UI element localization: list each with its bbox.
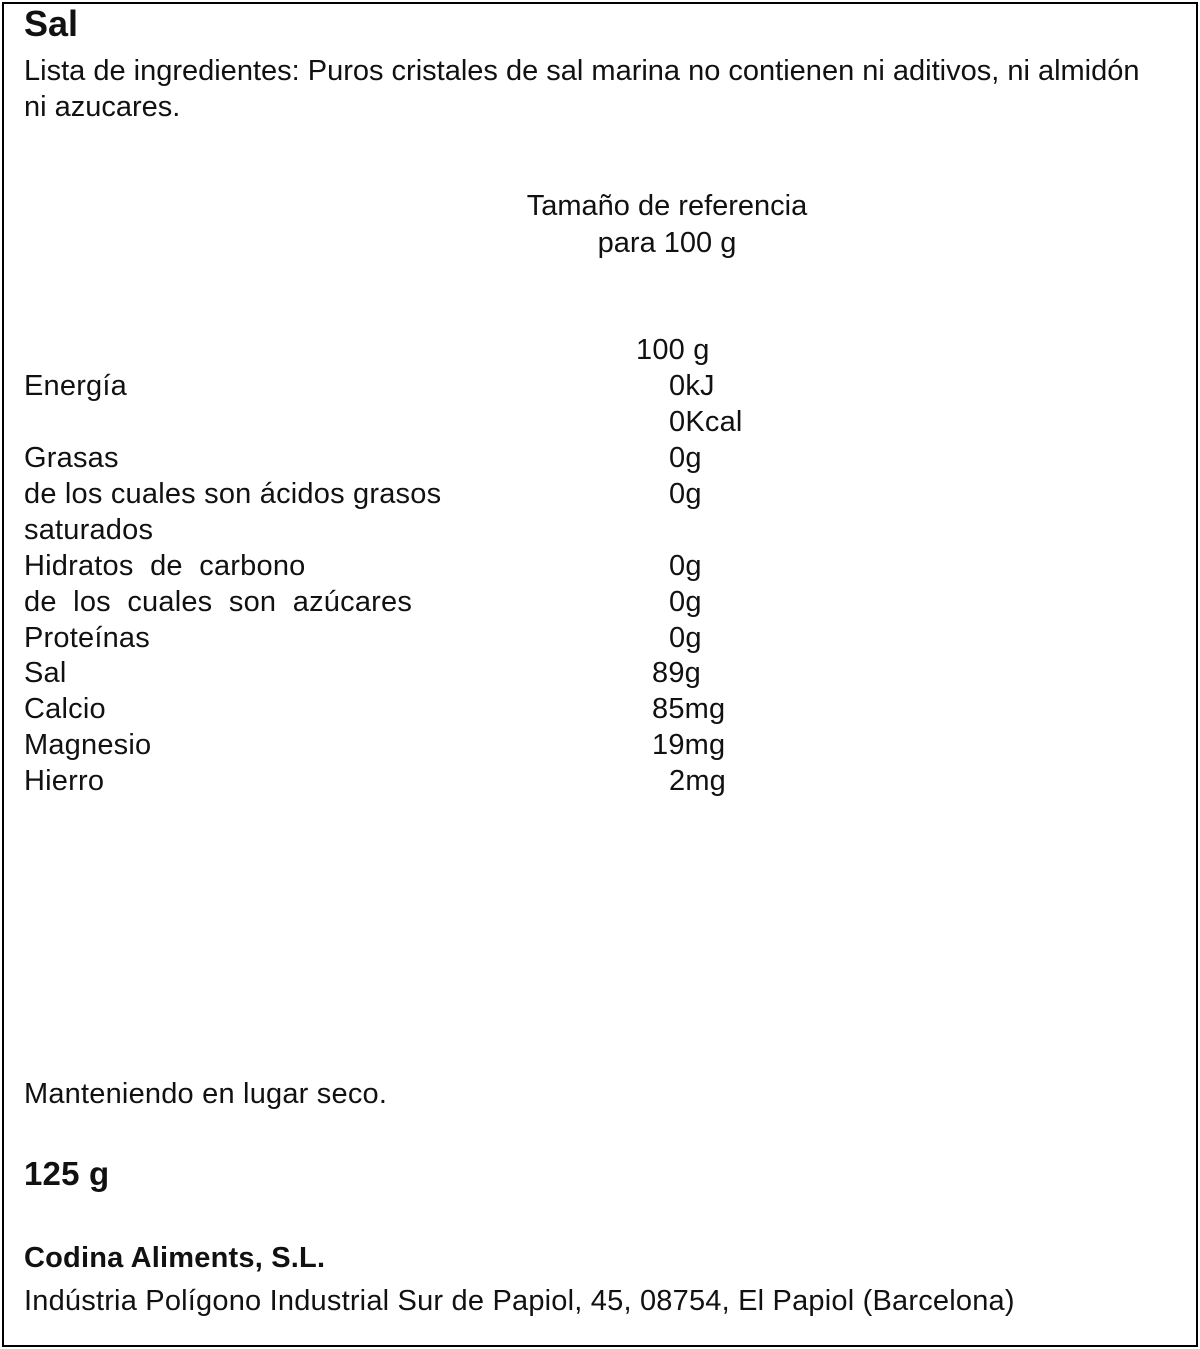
nutrient-label: Calcio bbox=[24, 693, 106, 725]
storage-instructions: Manteniendo en lugar seco. bbox=[24, 1078, 388, 1110]
nutrient-value: 0g bbox=[669, 550, 702, 582]
nutrient-value: 89g bbox=[652, 657, 701, 689]
nutrition-column-header: 100 g bbox=[636, 334, 710, 366]
nutrient-value: 2mg bbox=[669, 765, 727, 797]
nutrient-label: de los cuales son azúcares bbox=[24, 586, 413, 618]
company-address: Indústria Polígono Industrial Sur de Papiol, 45, 08754, El Papiol (Barcelona) bbox=[24, 1285, 1015, 1317]
nutrient-label: Magnesio bbox=[24, 729, 152, 761]
reference-size-line2: para 100 g bbox=[597, 227, 737, 259]
nutrient-value: 19mg bbox=[652, 729, 726, 761]
nutrient-value: 85mg bbox=[652, 693, 726, 725]
net-weight: 125 g bbox=[24, 1155, 110, 1192]
nutrient-value: 0g bbox=[669, 586, 702, 618]
energy-kcal-value: 0Kcal bbox=[669, 406, 743, 438]
nutrient-label: Proteínas bbox=[24, 622, 150, 654]
nutrient-value: 0g bbox=[669, 478, 702, 510]
nutrient-value: 0g bbox=[669, 622, 702, 654]
product-title: Sal bbox=[24, 3, 79, 44]
ingredients-text: Lista de ingredientes: Puros cristales de sal marina no contienen ni aditivos, ni almidón ni azucares. bbox=[24, 55, 1140, 123]
nutrient-label: de los cuales son ácidos grasos bbox=[24, 478, 442, 510]
reference-size-line1: Tamaño de referencia bbox=[526, 190, 808, 222]
nutrient-label: Hidratos de carbono bbox=[24, 550, 306, 582]
company-name: Codina Aliments, S.L. bbox=[24, 1242, 326, 1274]
energy-label: Energía bbox=[24, 370, 127, 402]
nutrient-label: Grasas bbox=[24, 442, 119, 474]
nutrient-value: 0g bbox=[669, 442, 702, 474]
nutrient-label: Sal bbox=[24, 657, 67, 689]
nutrient-label: Hierro bbox=[24, 765, 105, 797]
energy-kj-value: 0kJ bbox=[669, 370, 715, 402]
nutrient-label-continuation: saturados bbox=[24, 514, 154, 546]
